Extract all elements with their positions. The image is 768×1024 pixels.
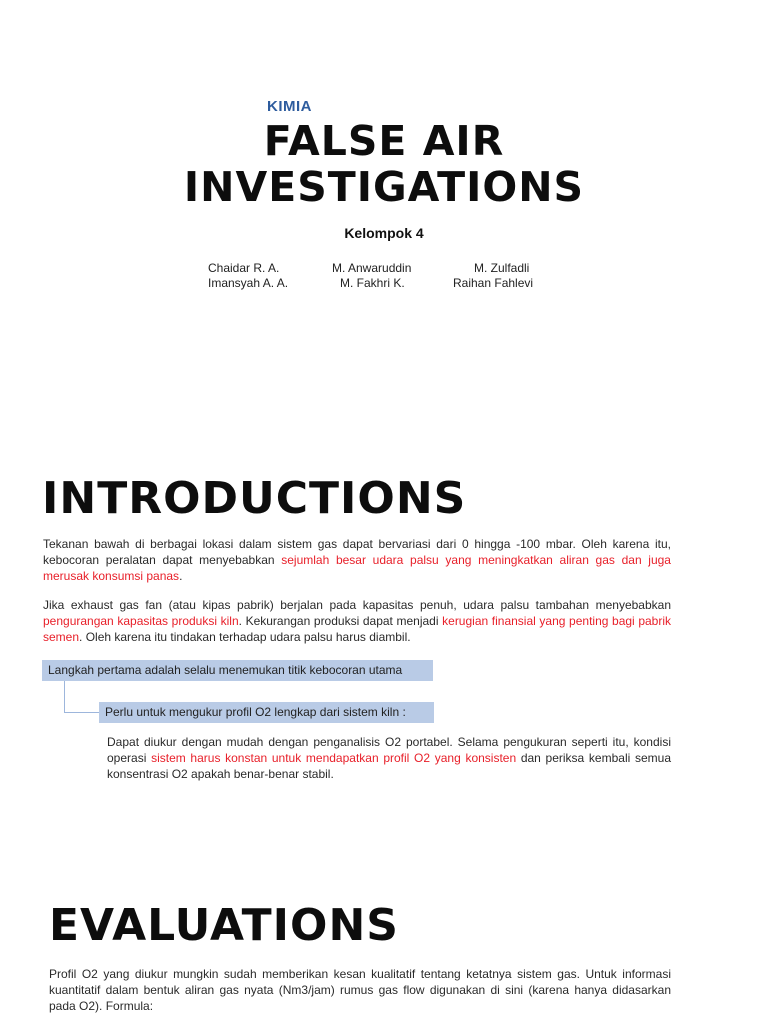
member-name: M. Fakhri K. — [340, 276, 405, 290]
highlighted-text: pengurangan kapasitas produksi kiln — [43, 614, 239, 628]
connector-line — [64, 681, 65, 712]
highlighted-text: sejumlah besar udara palsu yang meningkatkan aliran gas dan juga merusak konsumsi panas — [43, 553, 671, 583]
intro-paragraph-2 — [43, 597, 671, 645]
intro-paragraph-1 — [43, 536, 671, 584]
text-run: Dapat diukur dengan mudah dengan penganalisis O2 portabel. Selama pengukuran seperti itu, kondisi operasi — [107, 735, 671, 765]
group-label: Kelompok 4 — [344, 225, 424, 241]
introduction-heading: INTRODUCTIONS — [42, 473, 467, 524]
subject-label: KIMIA — [267, 98, 312, 115]
member-name: M. Zulfadli — [474, 261, 530, 275]
text-run: . Oleh karena itu tindakan terhadap udara palsu harus diambil. — [79, 630, 411, 644]
title-line-2: INVESTIGATIONS — [183, 163, 585, 211]
highlighted-text: sistem harus konstan untuk mendapatkan profil O2 yang konsisten — [151, 751, 517, 765]
text-run: dan periksa kembali semua konsentrasi O2 apakah benar-benar stabil. — [107, 751, 671, 781]
evaluation-paragraph: Profil O2 yang diukur mungkin sudah memberikan kesan kualitatif tentang ketatnya sistem gas. Untuk informasi kuantitatif dalam bentuk aliran gas nyata (Nm3/jam) rumus gas flow digunakan di sini (karena hanya didasarkan pada O2). Formula: — [49, 967, 671, 1013]
member-name: M. Anwaruddin — [332, 261, 412, 275]
title-line-1: FALSE AIR — [263, 117, 505, 165]
highlighted-text: kerugian finansial yang penting bagi pabrik semen — [43, 614, 672, 644]
evaluation-heading: EVALUATIONS — [49, 900, 399, 951]
text-run: Jika exhaust gas fan (atau kipas pabrik) berjalan pada kapasitas penuh, udara palsu tambahan menyebabkan — [43, 598, 671, 612]
intro-paragraph-3 — [107, 734, 671, 782]
member-name: Raihan Fahlevi — [453, 276, 534, 290]
member-name: Chaidar R. A. — [208, 261, 280, 275]
text-run: . Kekurangan produksi dapat menjadi — [238, 614, 443, 628]
step-2-box: Perlu untuk mengukur profil O2 lengkap dari sistem kiln : — [99, 702, 434, 723]
member-name: Imansyah A. A. — [208, 276, 289, 290]
text-run: . — [179, 569, 183, 583]
text-run: Tekanan bawah di berbagai lokasi dalam sistem gas dapat bervariasi dari 0 hingga -100 mbar. Oleh karena itu, kebocoran peralatan dapat menyebabkan — [43, 537, 671, 567]
connector-line — [64, 712, 99, 713]
step-1-box: Langkah pertama adalah selalu menemukan titik kebocoran utama — [42, 660, 433, 681]
